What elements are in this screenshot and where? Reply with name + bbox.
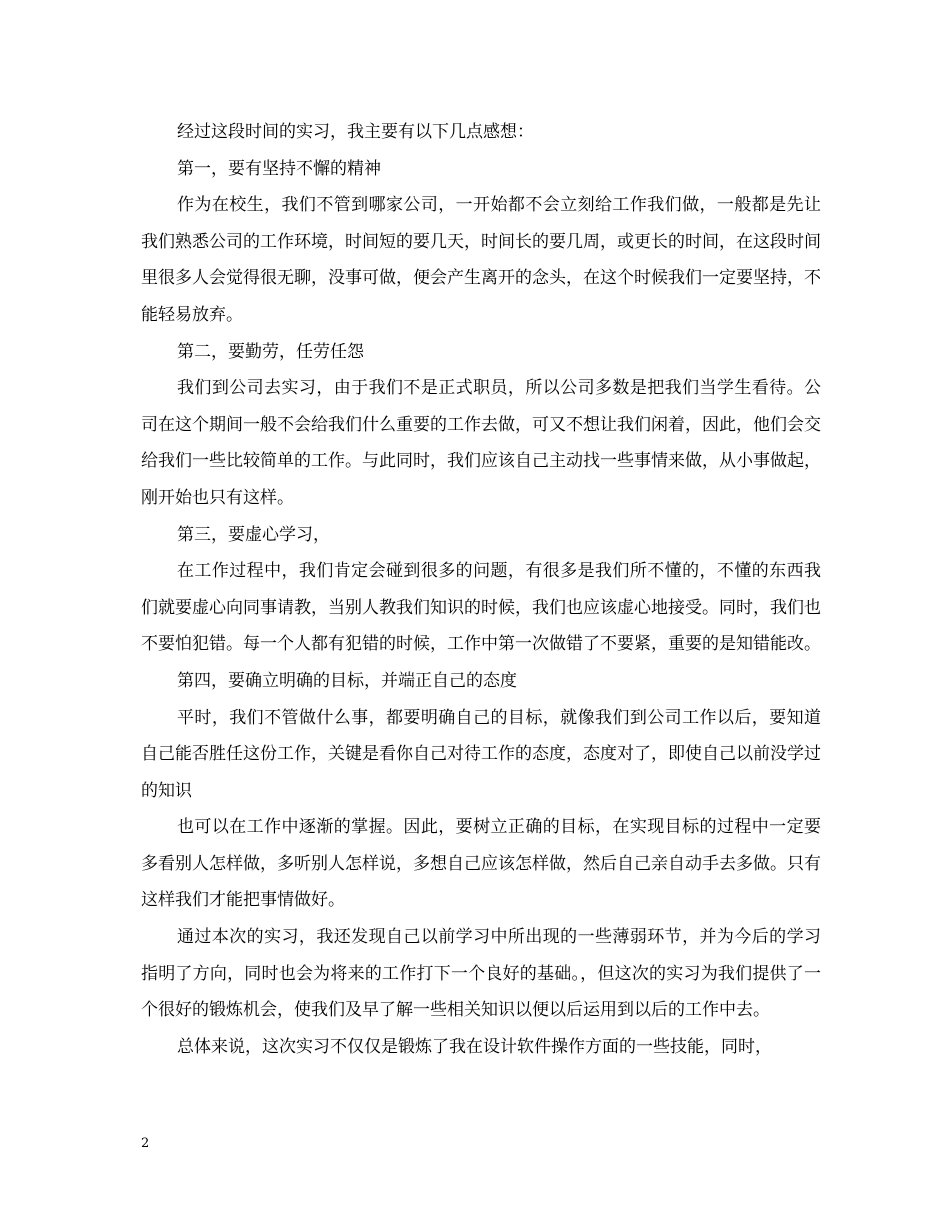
paragraph-intro: 经过这段时间的实习，我主要有以下几点感想： (177, 122, 534, 142)
document-body (141, 114, 821, 1065)
paragraph-reflection: 通过本次的实习，我还发现自己以前学习中所出现的一些薄弱环节，并为今后的学习指明了方向，同时也会为将来的工作打下一个良好的基础。，但这次的实习为我们提供了一个很好的锻炼机会，使我们及早了解一些相关知识以便以后运用到以后的工作中去。 (141, 927, 821, 1021)
paragraph-summary: 总体来说，这次实习不仅仅是锻炼了我在设计软件操作方面的一些技能，同时， (177, 1036, 772, 1057)
page-number: 2 (141, 1136, 150, 1151)
paragraph-fourth-point-continued: 也可以在工作中逐渐的掌握。因此，要树立正确的目标，在实现目标的过程中一定要多看别人怎样做，多听别人怎样说，多想自己应该怎样做，然后自己亲自动手去多做。只有这样我们才能把事情做好。 (141, 817, 821, 911)
paragraph-first-point: 作为在校生，我们不管到哪家公司，一开始都不会立刻给工作我们做，一般都是先让我们熟悉公司的工作环境，时间短的要几天，时间长的要几周，或更长的时间，在这段时间里很多人会觉得很无聊，没事可做，便会产生离开的念头，在这个时候我们一定要坚持，不能轻易放弃。 (141, 195, 821, 325)
paragraph-fourth-point: 平时，我们不管做什么事，都要明确自己的目标，就像我们到公司工作以后，要知道自己能否胜任这份工作，关键是看你自己对待工作的态度，态度对了，即使自己以前没学过的知识 (141, 707, 821, 801)
heading-second-point: 第二，要勤劳，任劳任怨 (177, 341, 364, 362)
paragraph-third-point: 在工作过程中，我们肯定会碰到很多的问题，有很多是我们所不懂的，不懂的东西我们就要虚心向同事请教，当别人教我们知识的时候，我们也应该虚心地接受。同时，我们也不要怕犯错。每一个人都有犯错的时候，工作中第一次做错了不要紧，重要的是知错能改。 (141, 561, 821, 655)
paragraph-second-point: 我们到公司去实习，由于我们不是正式职员，所以公司多数是把我们当学生看待。公司在这个期间一般不会给我们什么重要的工作去做，可又不想让我们闲着，因此，他们会交给我们一些比较简单的工作。与此同时，我们应该自己主动找一些事情来做，从小事做起，刚开始也只有这样。 (141, 378, 821, 508)
heading-third-point: 第三，要虚心学习， (177, 524, 330, 545)
heading-first-point: 第一，要有坚持不懈的精神 (177, 158, 381, 179)
heading-fourth-point: 第四，要确立明确的目标，并端正自己的态度 (177, 670, 517, 691)
